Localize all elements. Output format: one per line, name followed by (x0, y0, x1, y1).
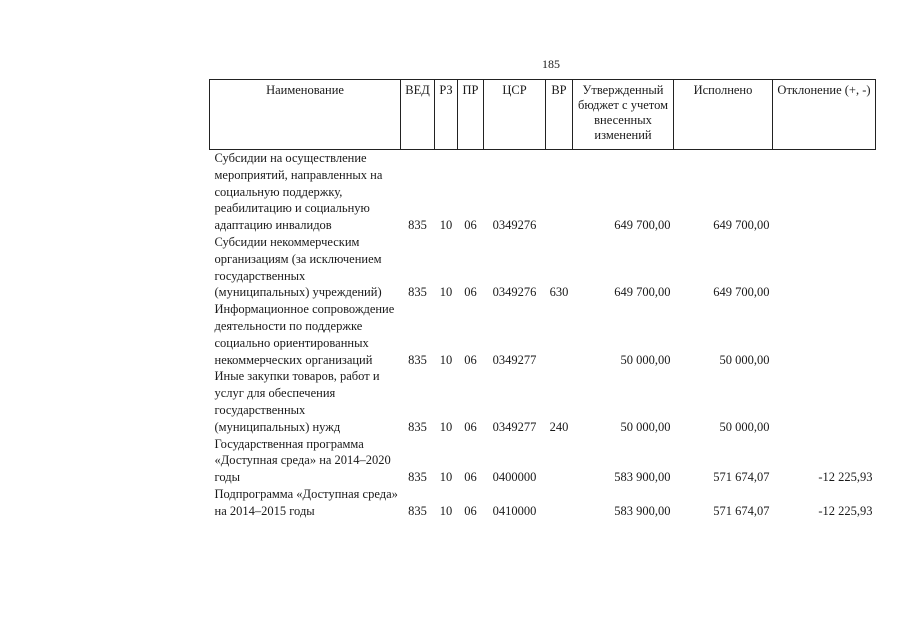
row-deviation (773, 368, 876, 435)
row-executed: 50 000,00 (719, 419, 770, 434)
row-rz: 10 (439, 218, 453, 233)
row-ved: 835 (408, 503, 427, 518)
row-name: Субсидии некоммерческим организациям (за исключением государственных (муниципальных) учреждений) (214, 234, 382, 300)
header-executed: Исполнено (674, 80, 773, 150)
row-rz: 10 (439, 470, 453, 485)
row-deviation (773, 150, 876, 234)
header-pr: ПР (458, 80, 484, 150)
row-csr: 0349277 (492, 419, 537, 434)
row-approved: 50 000,00 (620, 352, 671, 367)
row-pr: 06 (464, 352, 477, 367)
row-deviation (773, 234, 876, 301)
row-deviation: -12 225,93 (818, 470, 873, 485)
row-approved: 649 700,00 (614, 218, 671, 233)
page-number: 185 (542, 57, 560, 71)
row-pr: 06 (464, 285, 477, 300)
row-rz: 10 (439, 503, 453, 518)
table-row (210, 234, 876, 301)
row-vr (546, 486, 573, 520)
row-ved: 835 (408, 470, 427, 485)
row-name: Подпрограмма «Доступная среда» на 2014–2015 годы (214, 486, 398, 518)
table-row (210, 301, 876, 368)
header-vr: ВР (546, 80, 573, 150)
row-executed: 571 674,07 (713, 503, 770, 518)
header-ved: ВЕД (401, 80, 435, 150)
row-deviation (773, 301, 876, 368)
table-row (210, 436, 876, 486)
row-vr: 630 (549, 285, 569, 300)
budget-table (209, 79, 876, 520)
table-row (210, 368, 876, 435)
row-csr: 0349277 (492, 352, 537, 367)
row-approved: 649 700,00 (614, 285, 671, 300)
row-approved: 583 900,00 (614, 470, 671, 485)
row-executed: 649 700,00 (713, 218, 770, 233)
row-vr (546, 436, 573, 486)
row-name: Субсидии на осуществление мероприятий, направленных на социальную поддержку, реабилитацию и социальную адаптацию инвалидов (214, 151, 383, 233)
header-csr: ЦСР (484, 80, 546, 150)
row-rz: 10 (439, 285, 453, 300)
row-deviation: -12 225,93 (818, 503, 873, 518)
row-name: Иные закупки товаров, работ и услуг для обеспечения государственных (муниципальных) нужд (214, 369, 380, 434)
row-vr (546, 301, 573, 368)
row-approved: 583 900,00 (614, 503, 671, 518)
row-ved: 835 (408, 285, 427, 300)
row-pr: 06 (464, 419, 477, 434)
row-csr: 0410000 (492, 503, 537, 518)
row-ved: 835 (408, 218, 427, 233)
header-name: Наименование (210, 80, 401, 150)
table-header (210, 80, 876, 150)
header-deviation: Отклонение (+, -) (773, 80, 876, 150)
row-approved: 50 000,00 (620, 419, 671, 434)
row-name: Информационное сопровождение деятельности по поддержке социально ориентированных некоммерческих организаций (214, 302, 395, 367)
table-body (210, 150, 876, 520)
row-rz: 10 (439, 352, 453, 367)
header-rz: РЗ (435, 80, 458, 150)
row-csr: 0400000 (492, 470, 537, 485)
row-ved: 835 (408, 352, 427, 367)
header-approved: Утвержденный бюджет с учетом внесенных изменений (573, 80, 674, 150)
row-executed: 50 000,00 (719, 352, 770, 367)
row-pr: 06 (464, 470, 477, 485)
row-pr: 06 (464, 218, 477, 233)
table-row (210, 150, 876, 234)
row-csr: 0349276 (492, 218, 537, 233)
row-vr: 240 (549, 419, 569, 434)
row-name: Государственная программа «Доступная среда» на 2014–2020 годы (214, 436, 391, 485)
row-pr: 06 (464, 503, 477, 518)
row-csr: 0349276 (492, 285, 537, 300)
row-executed: 571 674,07 (713, 470, 770, 485)
row-rz: 10 (439, 419, 453, 434)
row-ved: 835 (408, 419, 427, 434)
row-executed: 649 700,00 (713, 285, 770, 300)
row-vr (546, 150, 573, 234)
table-row (210, 486, 876, 520)
